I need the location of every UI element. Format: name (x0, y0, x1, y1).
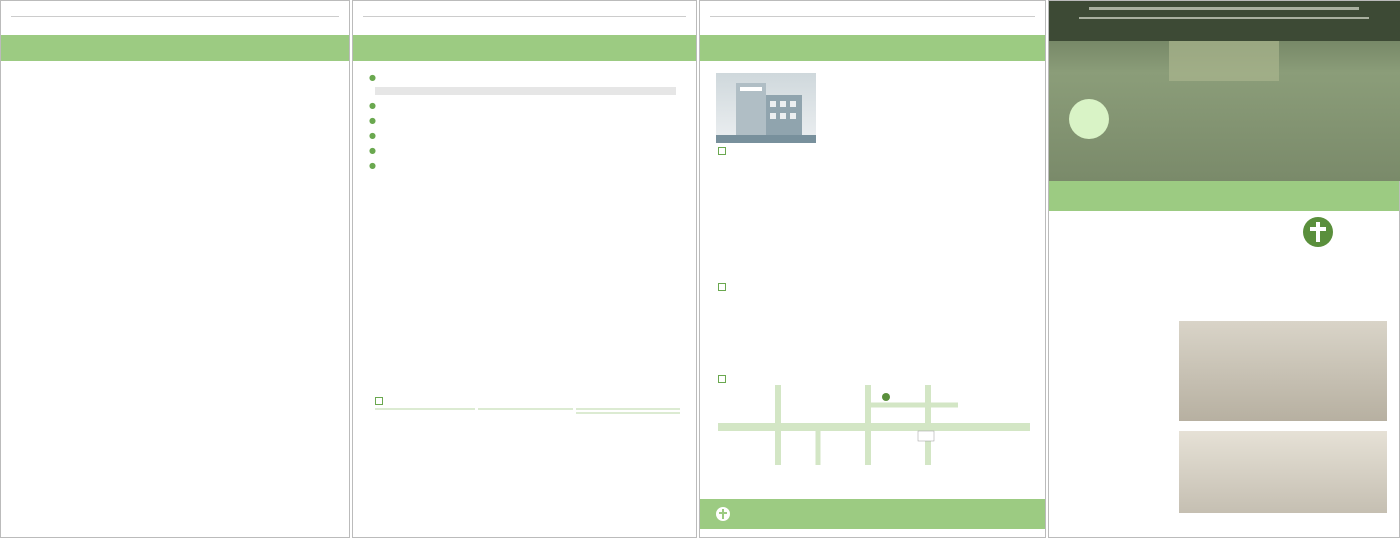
page-banner (700, 35, 1045, 61)
contact-info (1380, 255, 1385, 271)
page-footer (700, 499, 1045, 529)
map (718, 385, 1031, 465)
offering-cat: ● (369, 73, 376, 82)
page-banner (1, 35, 349, 61)
staff-section (718, 147, 1031, 157)
church-logo-icon (1303, 217, 1333, 247)
square-icon (718, 283, 726, 291)
event-photo-2 (1179, 431, 1387, 513)
offering-cat: ● (369, 161, 376, 170)
page-banner (353, 35, 696, 61)
domestic-missions (375, 408, 475, 414)
overseas-missions (478, 408, 573, 414)
page-header (11, 14, 339, 17)
church-logo-icon (716, 507, 730, 521)
offering-list (369, 73, 682, 170)
mission-section (375, 397, 680, 414)
offering-cat: ● (369, 131, 376, 140)
page-07 (352, 0, 697, 538)
date-band (1049, 181, 1399, 211)
map-section (718, 375, 1031, 465)
offering-cat: ● (369, 116, 376, 125)
square-icon (718, 375, 726, 383)
square-icon (718, 147, 726, 155)
offering-cat: ● (369, 101, 376, 110)
page-header (710, 14, 1035, 17)
church-building-image (716, 73, 816, 143)
bible-verse-box (375, 87, 676, 95)
congregation-photo (1049, 1, 1400, 181)
page-06 (0, 0, 350, 538)
sermon-content (21, 77, 333, 84)
motto-badge (1069, 99, 1109, 139)
offering-cat: ● (369, 146, 376, 155)
square-icon (375, 397, 383, 405)
event-photo-1 (1179, 321, 1387, 421)
church-identity (1303, 217, 1385, 247)
worship-section (718, 283, 1031, 293)
cover-page (1048, 0, 1400, 538)
page-header (363, 14, 686, 17)
regional-missions (576, 408, 680, 414)
page-08 (699, 0, 1046, 538)
